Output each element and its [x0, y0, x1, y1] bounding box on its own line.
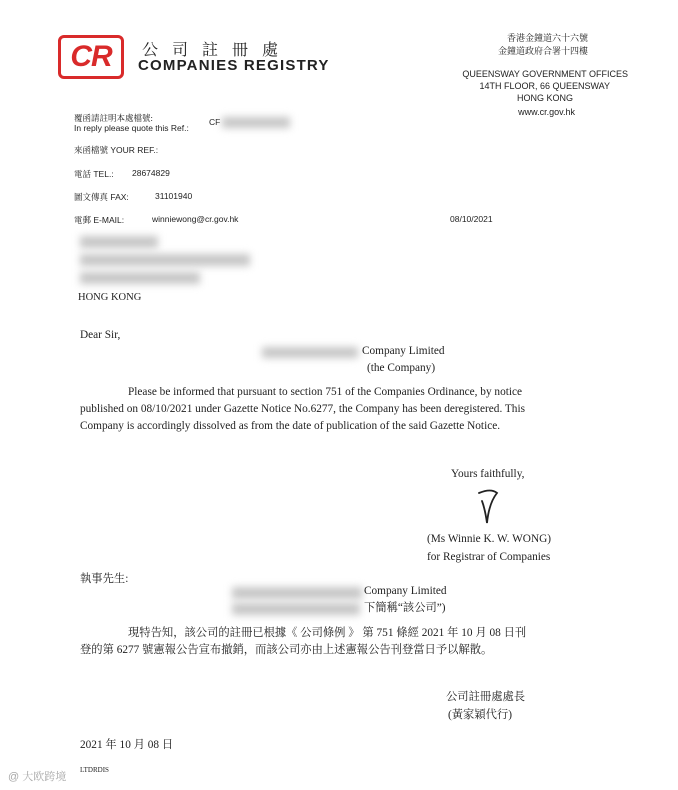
salutation-zh: 執事先生: — [80, 573, 129, 585]
closing-en: Yours faithfully, — [451, 468, 525, 480]
ref-value: CF — [209, 117, 221, 127]
cr-logo — [58, 35, 124, 79]
address-en-3: HONG KONG — [516, 93, 573, 103]
paragraph-en-line-1: Please be informed that pursuant to section 751 of the Companies Ordinance, by notice — [128, 386, 523, 398]
redacted-addressee-line-1 — [80, 236, 158, 248]
fax-value: 31101940 — [155, 191, 193, 201]
tel-value: 28674829 — [132, 168, 170, 178]
redacted-addressee-line-3 — [80, 272, 200, 284]
ref-label-zh: 覆函請註明本處檔號: — [74, 113, 153, 123]
letter-date-zh: 2021 年 10 月 08 日 — [80, 739, 174, 751]
paragraph-en-line-3: Company is accordingly dissolved as from the date of publication of the said Gazette Notice. — [80, 420, 501, 432]
tel-label: 電話 TEL.: — [74, 169, 114, 179]
email-label: 電郵 E-MAIL: — [74, 215, 125, 225]
company-alias-en: (the Company) — [367, 362, 436, 374]
redacted-company-name-en — [262, 347, 358, 358]
salutation-en: Dear Sir, — [80, 329, 121, 341]
signature-zh-title: 公司註冊處處長 — [446, 691, 526, 703]
registry-title-zh: 公司註冊處 — [142, 42, 293, 59]
paragraph-zh-line-2: 登的第 6277 號憲報公告宣布撤銷，而該公司亦由上述憲報公告刊登當日予以解散。 — [80, 644, 493, 656]
your-ref-label: 來函檔號 YOUR REF.: — [74, 145, 159, 155]
signatory-role: for Registrar of Companies — [427, 551, 551, 563]
company-alias-zh: 下簡稱“該公司”) — [364, 602, 446, 614]
address-zh-1: 香港金鐘道六十六號 — [506, 33, 588, 43]
ref-label-en: In reply please quote this Ref.: — [74, 123, 189, 133]
website: www.cr.gov.hk — [518, 107, 575, 117]
address-en-2: 14TH FLOOR, 66 QUEENSWAY — [479, 81, 610, 91]
addressee-city: HONG KONG — [78, 292, 142, 303]
redacted-ref-number — [222, 117, 290, 128]
email-value: winniewong@cr.gov.hk — [152, 214, 239, 224]
address-zh-2: 金鐘道政府合署十四樓 — [497, 46, 588, 56]
registry-title-en: COMPANIES REGISTRY — [138, 57, 330, 74]
company-suffix-en: Company Limited — [362, 345, 445, 357]
logo-text: CR — [70, 40, 112, 73]
signatory-name: (Ms Winnie K. W. WONG) — [427, 533, 552, 545]
signature-zh-delegate: (黃家穎代行) — [448, 709, 513, 721]
redacted-company-name-zh-2 — [232, 603, 360, 615]
fax-label: 圖文傳真 FAX: — [74, 192, 129, 202]
company-suffix-zh: Company Limited — [364, 585, 447, 597]
letter-date: 08/10/2021 — [450, 214, 493, 224]
paragraph-zh-line-1: 現特告知，該公司的註冊已根據《 公司條例 》 第 751 條經 2021 年 10 月 08 日刊 — [128, 627, 527, 639]
document-code: LTDRDIS — [80, 766, 109, 774]
paragraph-en-line-2: published on 08/10/2021 under Gazette Notice No.6277, the Company has been deregistered. This — [80, 403, 525, 415]
address-en-1: QUEENSWAY GOVERNMENT OFFICES — [462, 69, 628, 79]
watermark: @ 大欧跨境 — [8, 771, 67, 783]
signature — [473, 487, 503, 527]
redacted-addressee-line-2 — [80, 254, 250, 266]
redacted-company-name-zh-1 — [232, 587, 362, 599]
